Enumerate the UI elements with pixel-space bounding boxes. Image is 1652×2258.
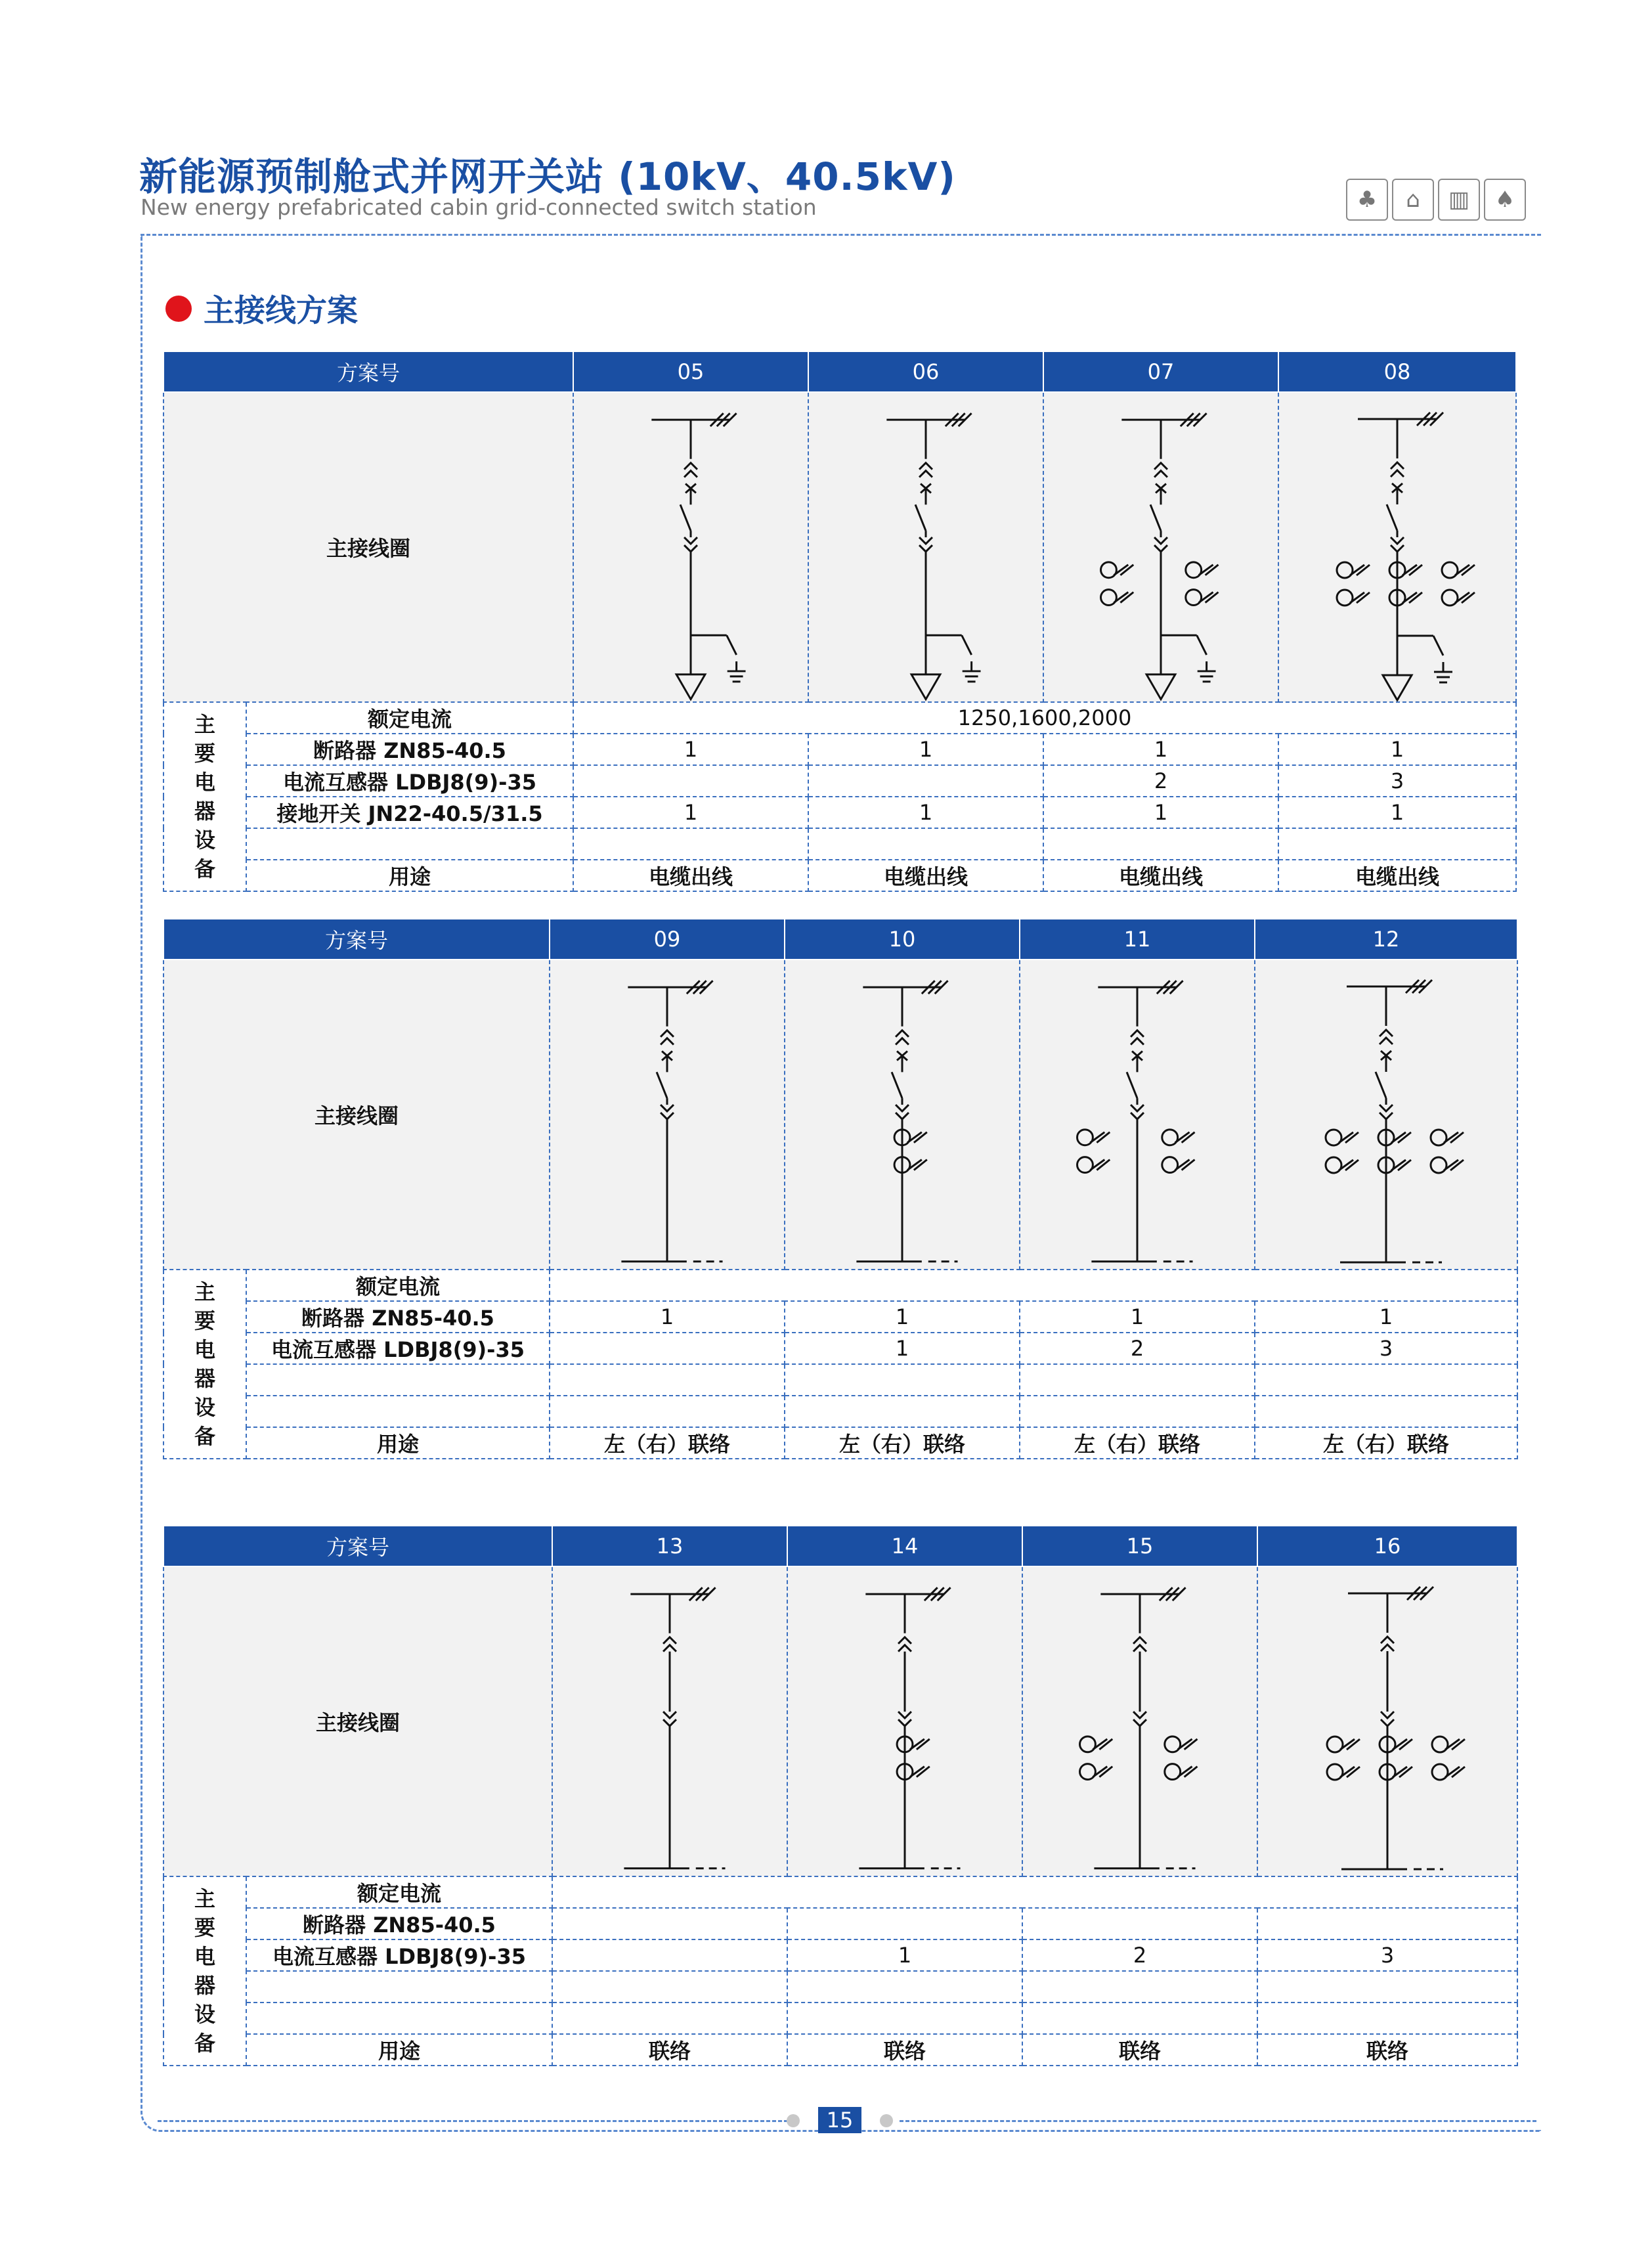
page-subtitle: New energy prefabricated cabin grid-connected switch station <box>141 194 817 220</box>
section-heading <box>165 286 358 330</box>
equipment-value-cell: 1 <box>1255 1301 1517 1333</box>
scheme-number: 11 <box>1020 919 1255 960</box>
equipment-value-cell <box>552 1908 787 1939</box>
equipment-value-cell: 电缆出线 <box>808 860 1043 891</box>
diagram-cell <box>552 1566 787 1876</box>
equipment-value-cell <box>552 1939 787 1971</box>
equipment-row-label: 用途 <box>246 860 573 891</box>
equipment-row-label: 额定电流 <box>246 1876 552 1908</box>
equipment-value-cell <box>573 765 808 797</box>
equipment-row-label: 断路器 ZN85-40.5 <box>246 1301 550 1333</box>
equipment-value-cell: 3 <box>1278 765 1516 797</box>
scheme-number: 13 <box>552 1526 787 1566</box>
equipment-value-cell <box>1043 828 1278 860</box>
equipment-value-cell: 联络 <box>1022 2034 1257 2066</box>
equipment-value-cell: 联络 <box>552 2034 787 2066</box>
current-transformer-icon <box>1080 1737 1113 1780</box>
diagram-cell <box>1257 1566 1517 1876</box>
scheme-number-header: 方案号 <box>163 351 573 392</box>
scheme-number-header: 方案号 <box>163 1526 552 1566</box>
hand-leaf-icon: ♠ <box>1484 179 1526 221</box>
scheme-number: 08 <box>1278 351 1516 392</box>
diagram-cell <box>1043 392 1278 702</box>
equipment-value-cell <box>1255 1364 1517 1396</box>
equipment-value-cell <box>1257 2003 1517 2034</box>
scheme-number: 10 <box>785 919 1020 960</box>
single-line-diagram <box>1023 1567 1257 1876</box>
single-line-diagram <box>1020 960 1254 1269</box>
equipment-row-label: 电流互感器 LDBJ8(9)-35 <box>246 765 573 797</box>
current-transformer-icon <box>1326 1130 1359 1173</box>
equipment-row-label <box>246 828 573 860</box>
equipment-value-cell: 电缆出线 <box>1043 860 1278 891</box>
current-transformer-icon <box>897 1737 930 1780</box>
single-line-diagram <box>1044 393 1278 701</box>
equipment-value-cell <box>1022 2003 1257 2034</box>
equipment-value-cell <box>787 1971 1022 2003</box>
equipment-row-label: 用途 <box>246 2034 552 2066</box>
equipment-value-cell: 左（右）联络 <box>1020 1427 1255 1459</box>
rated-current-value: 1250,1600,2000 <box>573 702 1516 734</box>
scheme-number-header: 方案号 <box>163 919 550 960</box>
equipment-value-cell <box>550 1333 785 1364</box>
equipment-value-cell: 1 <box>785 1301 1020 1333</box>
current-transformer-icon <box>1165 1737 1198 1780</box>
equipment-row-label <box>246 1971 552 2003</box>
equipment-value-cell <box>1257 1908 1517 1939</box>
equipment-value-cell <box>550 1396 785 1427</box>
current-transformer-icon <box>1389 562 1422 606</box>
footer-line-left <box>158 2120 788 2122</box>
header-icons <box>1346 179 1526 221</box>
current-transformer-icon <box>1380 1737 1412 1780</box>
equipment-value-cell: 1 <box>808 797 1043 828</box>
equipment-value-cell <box>1255 1396 1517 1427</box>
diagram-cell <box>787 1566 1022 1876</box>
tower-icon: ⌂ <box>1392 179 1434 221</box>
equipment-value-cell: 1 <box>1278 797 1516 828</box>
scheme-table <box>163 1525 1518 2066</box>
equipment-value-cell <box>573 828 808 860</box>
diagram-row-label: 主接线圈 <box>163 1566 552 1876</box>
equipment-value-cell <box>1022 1908 1257 1939</box>
equipment-value-cell <box>1278 828 1516 860</box>
equipment-value-cell: 1 <box>1278 734 1516 765</box>
scheme-number: 06 <box>808 351 1043 392</box>
equipment-value-cell <box>785 1396 1020 1427</box>
single-line-diagram <box>809 393 1043 701</box>
equipment-value-cell: 1 <box>785 1333 1020 1364</box>
current-transformer-icon <box>1186 562 1219 606</box>
single-line-diagram <box>574 393 808 701</box>
equipment-value-cell: 1 <box>1043 734 1278 765</box>
section-title: 主接线方案 <box>204 293 358 329</box>
bullet-dot-icon <box>165 296 192 322</box>
current-transformer-icon <box>1442 562 1475 606</box>
scheme-number: 07 <box>1043 351 1278 392</box>
equipment-value-cell: 2 <box>1020 1333 1255 1364</box>
scheme-table <box>163 351 1517 892</box>
current-transformer-icon <box>894 1130 927 1173</box>
single-line-diagram <box>1255 960 1517 1269</box>
page-title: 新能源预制舱式并网开关站 (10kV、40.5kV) <box>139 154 956 199</box>
scheme-number: 12 <box>1255 919 1517 960</box>
equipment-value-cell: 左（右）联络 <box>550 1427 785 1459</box>
equipment-value-cell: 联络 <box>787 2034 1022 2066</box>
diagram-row-label: 主接线圈 <box>163 960 550 1270</box>
scheme-number: 09 <box>550 919 785 960</box>
equipment-value-cell <box>808 828 1043 860</box>
footer-dot-left <box>787 2114 800 2127</box>
diagram-cell <box>1022 1566 1257 1876</box>
equipment-value-cell: 左（右）联络 <box>785 1427 1020 1459</box>
rated-current-value <box>550 1270 1517 1301</box>
equipment-value-cell <box>1257 1971 1517 2003</box>
factory-icon: ▥ <box>1438 179 1480 221</box>
equipment-row-label: 断路器 ZN85-40.5 <box>246 734 573 765</box>
equipment-row-label <box>246 2003 552 2034</box>
current-transformer-icon <box>1162 1130 1195 1173</box>
diagram-cell <box>808 392 1043 702</box>
equipment-value-cell <box>787 1908 1022 1939</box>
equipment-value-cell <box>1022 1971 1257 2003</box>
current-transformer-icon <box>1432 1737 1465 1780</box>
rated-current-value <box>552 1876 1517 1908</box>
tree-icon: ♣ <box>1346 179 1388 221</box>
current-transformer-icon <box>1077 1130 1110 1173</box>
single-line-diagram <box>1279 393 1515 701</box>
equipment-value-cell: 3 <box>1257 1939 1517 1971</box>
scheme-number: 14 <box>787 1526 1022 1566</box>
equipment-value-cell: 电缆出线 <box>573 860 808 891</box>
current-transformer-icon <box>1378 1130 1411 1173</box>
equipment-value-cell: 1 <box>1020 1301 1255 1333</box>
equipment-value-cell: 电缆出线 <box>1278 860 1516 891</box>
equipment-value-cell: 左（右）联络 <box>1255 1427 1517 1459</box>
diagram-cell <box>573 392 808 702</box>
equipment-value-cell: 1 <box>573 734 808 765</box>
equipment-value-cell <box>552 2003 787 2034</box>
equipment-value-cell: 2 <box>1022 1939 1257 1971</box>
equipment-value-cell: 1 <box>573 797 808 828</box>
equipment-value-cell <box>550 1364 785 1396</box>
equipment-row-label <box>246 1396 550 1427</box>
diagram-row-label: 主接线圈 <box>163 392 573 702</box>
main-equipment-label: 主 要 电 器 设 备 <box>163 1270 246 1459</box>
equipment-value-cell <box>787 2003 1022 2034</box>
equipment-row-label: 断路器 ZN85-40.5 <box>246 1908 552 1939</box>
equipment-value-cell <box>1020 1396 1255 1427</box>
equipment-value-cell: 1 <box>808 734 1043 765</box>
equipment-row-label: 接地开关 JN22-40.5/31.5 <box>246 797 573 828</box>
equipment-value-cell: 3 <box>1255 1333 1517 1364</box>
footer-line-right <box>900 2120 1536 2122</box>
single-line-diagram <box>785 960 1019 1269</box>
scheme-number: 15 <box>1022 1526 1257 1566</box>
scheme-table <box>163 918 1518 1459</box>
equipment-value-cell: 1 <box>1043 797 1278 828</box>
diagram-cell <box>1020 960 1255 1270</box>
current-transformer-icon <box>1101 562 1134 606</box>
diagram-cell <box>1255 960 1517 1270</box>
diagram-cell <box>785 960 1020 1270</box>
equipment-value-cell <box>1020 1364 1255 1396</box>
equipment-row-label: 电流互感器 LDBJ8(9)-35 <box>246 1333 550 1364</box>
footer-dot-right <box>880 2114 893 2127</box>
current-transformer-icon <box>1337 562 1370 606</box>
equipment-value-cell <box>552 1971 787 2003</box>
equipment-row-label: 用途 <box>246 1427 550 1459</box>
scheme-number: 16 <box>1257 1526 1517 1566</box>
single-line-diagram <box>553 1567 787 1876</box>
diagram-cell <box>550 960 785 1270</box>
equipment-value-cell <box>808 765 1043 797</box>
single-line-diagram <box>550 960 784 1269</box>
equipment-value-cell: 1 <box>550 1301 785 1333</box>
equipment-value-cell <box>785 1364 1020 1396</box>
scheme-number: 05 <box>573 351 808 392</box>
current-transformer-icon <box>1431 1130 1464 1173</box>
main-equipment-label: 主 要 电 器 设 备 <box>163 1876 246 2066</box>
equipment-row-label <box>246 1364 550 1396</box>
equipment-row-label: 电流互感器 LDBJ8(9)-35 <box>246 1939 552 1971</box>
single-line-diagram <box>1258 1567 1517 1876</box>
current-transformer-icon <box>1327 1737 1360 1780</box>
equipment-value-cell: 联络 <box>1257 2034 1517 2066</box>
equipment-value-cell: 2 <box>1043 765 1278 797</box>
diagram-cell <box>1278 392 1516 702</box>
equipment-row-label: 额定电流 <box>246 1270 550 1301</box>
single-line-diagram <box>788 1567 1022 1876</box>
equipment-value-cell: 1 <box>787 1939 1022 1971</box>
page-number: 15 <box>818 2107 861 2133</box>
main-equipment-label: 主 要 电 器 设 备 <box>163 702 246 891</box>
equipment-row-label: 额定电流 <box>246 702 573 734</box>
